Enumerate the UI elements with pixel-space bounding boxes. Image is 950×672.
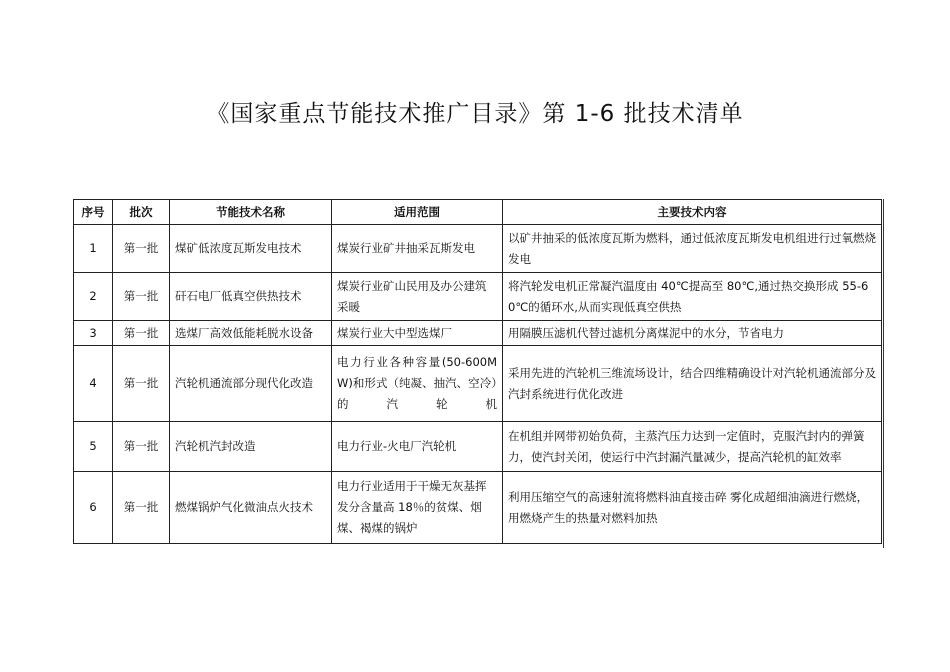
- cell-batch: 第一批: [113, 273, 170, 321]
- cell-scope: 煤炭行业大中型选煤厂: [332, 321, 503, 346]
- table-row: [74, 225, 882, 273]
- cell-batch: 第一批: [113, 346, 170, 422]
- table-row: [74, 273, 882, 321]
- cell-no: 3: [74, 321, 113, 346]
- cell-tech-name: 矸石电厂低真空供热技术: [170, 273, 332, 321]
- cell-tech-name: 煤矿低浓度瓦斯发电技术: [170, 225, 332, 273]
- cell-no: 1: [74, 225, 113, 273]
- cell-batch: 第一批: [113, 225, 170, 273]
- cell-no: 4: [74, 346, 113, 422]
- cell-tech-name: 汽轮机汽封改造: [170, 422, 332, 472]
- cell-scope: 煤炭行业矿山民用及办公建筑采暖: [332, 273, 503, 321]
- header-content: 主要技术内容: [503, 200, 882, 225]
- cell-no: 2: [74, 273, 113, 321]
- table-row: [74, 472, 882, 544]
- cell-tech-name: 选煤厂高效低能耗脱水设备: [170, 321, 332, 346]
- page-title: 《国家重点节能技术推广目录》第 1-6 批技术清单: [206, 101, 744, 127]
- cell-scope: 电力行业-火电厂汽轮机: [332, 422, 503, 472]
- table-row: [74, 422, 882, 472]
- cell-scope: 电力行业适用于干燥无灰基挥发分含量高 18％的贫煤、烟煤、褐煤的锅炉: [332, 472, 503, 544]
- header-tech-name: 节能技术名称: [170, 200, 332, 225]
- cell-content: 以矿井抽采的低浓度瓦斯为燃料，通过低浓度瓦斯发电机组进行过氧燃烧发电: [503, 225, 882, 273]
- cell-content: 采用先进的汽轮机三维流场设计，结合四维精确设计对汽轮机通流部分及汽封系统进行优化改进: [503, 346, 882, 422]
- cell-no: 5: [74, 422, 113, 472]
- cell-no: 6: [74, 472, 113, 544]
- technology-list-table: [73, 199, 882, 544]
- table-row: [74, 321, 882, 346]
- cell-content: 在机组并网带初始负荷，主蒸汽压力达到一定值时，克服汽封内的弹簧力，使汽封关闭，使运行中汽封漏汽量减少，提高汽轮机的缸效率: [503, 422, 882, 472]
- cell-content: 将汽轮发电机正常凝汽温度由 40℃提高至 80℃,通过热交换形成 55-60℃的循环水,从而实现低真空供热: [503, 273, 882, 321]
- header-no: 序号: [74, 200, 113, 225]
- cell-scope: 煤炭行业矿井抽采瓦斯发电: [332, 225, 503, 273]
- table-right-edge-line: [883, 199, 884, 548]
- cell-batch: 第一批: [113, 422, 170, 472]
- cell-scope: 电力行业各种容量(50-600MW)和形式（纯凝、抽汽、空冷）的汽轮机: [332, 346, 503, 422]
- cell-content: 用隔膜压滤机代替过滤机分离煤泥中的水分，节省电力: [503, 321, 882, 346]
- table-header-row: [74, 200, 882, 225]
- cell-tech-name: 汽轮机通流部分现代化改造: [170, 346, 332, 422]
- table-row: [74, 346, 882, 422]
- header-scope: 适用范围: [332, 200, 503, 225]
- cell-tech-name: 燃煤锅炉气化微油点火技术: [170, 472, 332, 544]
- cell-batch: 第一批: [113, 321, 170, 346]
- header-batch: 批次: [113, 200, 170, 225]
- cell-content: 利用压缩空气的高速射流将燃料油直接击碎 雾化成超细油滴进行燃烧，用燃烧产生的热量对燃料加热: [503, 472, 882, 544]
- cell-batch: 第一批: [113, 472, 170, 544]
